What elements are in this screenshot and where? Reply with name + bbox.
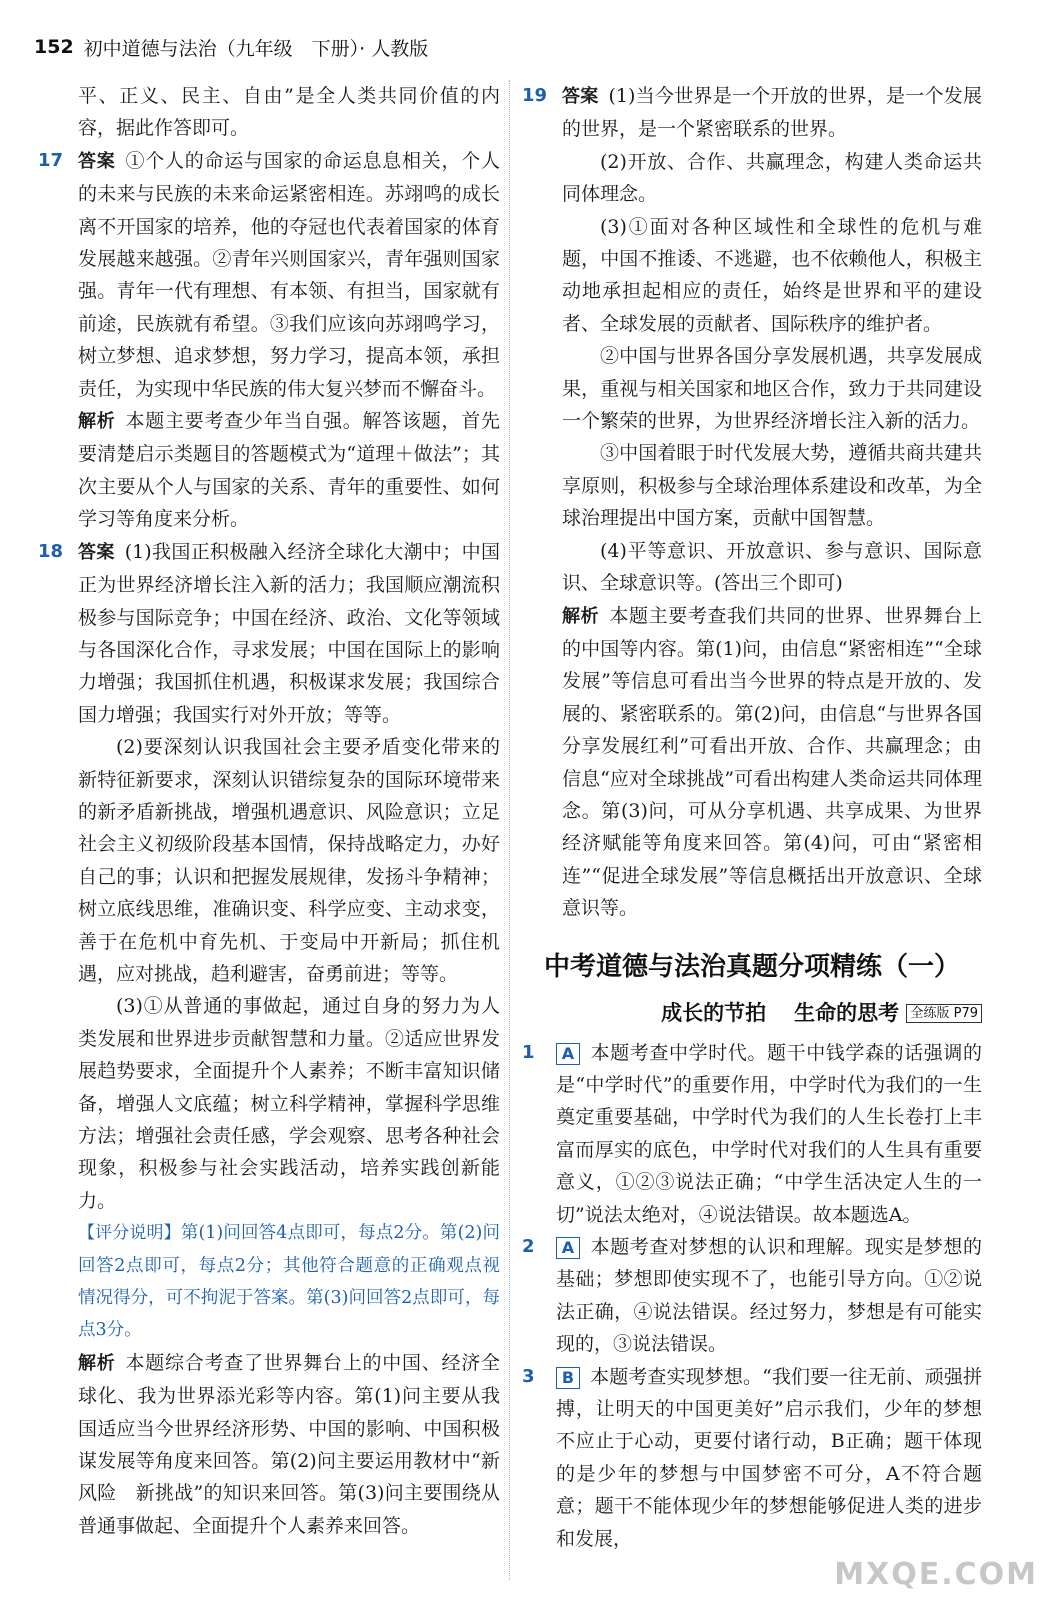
mc-question-3 [522,1361,982,1555]
analysis-18 [38,1347,500,1542]
answer-part-3b: ②中国与世界各国分享发展机遇，共享发展成果，重视与相关国家和地区合作，致力于共同建设一个繁荣的世界，为世界经济增长注入新的活力。 [562,345,982,433]
column-divider [509,80,510,1580]
answer-part-4: (4)平等意识、开放意识、参与意识、国际意识、全球意识等。(答出三个即可) [562,539,982,595]
answer-part-3c: ③中国着眼于时代发展大势，遵循共商共建共享原则，积极参与全球治理体系建设和改革，为全球治理提出中国方案，贡献中国智慧。 [562,442,982,530]
answer-choice-box: B [556,1367,580,1389]
left-column [38,80,500,1542]
continued-text: 平、正义、民主、自由”是全人类共同价值的内容，据此作答即可。 [78,85,500,140]
question-number: 17 [38,149,64,171]
mc-question-1 [522,1037,982,1231]
answer-part-3a: (3)①面对各种区域性和全球性的危机与难题，中国不推诿、不逃避，也不依赖他人，积极主动地承担起相应的责任，始终是世界和平的建设者、全球发展的贡献者、国际秩序的维护者。 [562,215,982,335]
answer-choice-box: A [556,1237,580,1259]
answer-part-2: (2)要深刻认识我国社会主要矛盾变化带来的新特征新要求，深刻认识错综复杂的国际环境带来的新矛盾新挑战，增强机遇意识、风险意识；立足社会主义初级阶段基本国情，保持战略定力，办好自己的事；认识和把握发展规律，发扬斗争精神；树立底线思维，准确识变、科学应变、主动求变，善于在危机中育先机、于变局中开新局；抓住机遇，应对挑战，趋利避害，奋勇前进；等等。 [78,736,500,985]
question-19 [522,80,982,146]
answer-part-2: (2)开放、合作、共赢理念，构建人类命运共同体理念。 [562,150,982,206]
analysis-text: 本题主要考查我们共同的世界、世界舞台上的中国等内容。第(1)问，由信息“紧密相连”“全球发展”等信息可看出当今世界的特点是开放的、发展的、紧密联系的。第(2)问，由信息“与世界各国分享发展红利”可看出开放、合作、共赢理念；由信息“应对全球挑战”可看出构建人类命运共同体理念。第(3)问，可从分享机遇、共享成果、为世界经济赋能等角度来回答。第(4)问，可由“紧密相连”“促进全球发展”等信息概括出开放意识、全球意识等。 [562,604,982,920]
answer-part-1: (1)当今世界是一个开放的世界，是一个发展的世界，是一个紧密联系的世界。 [562,85,983,141]
mc-question-2 [522,1231,982,1361]
question-number: 19 [522,85,548,106]
subtitle-part-a: 成长的节拍 [661,1000,767,1025]
answer-part-1: (1)我国正积极融入经济全球化大潮中；中国正为世界经济增长注入新的活力；我国顺应潮流积极参与国际竞争；中国在经济、政治、文化等领域与各国深化合作，寻求发展；中国在国际上的影响力增强；我国抓住机遇，积极谋求发展；我国综合国力增强；我国实行对外开放；等等。 [78,540,501,726]
watermark-logo: MXQE.COM [834,1557,1038,1592]
book-title: 初中道德与法治（九年级 下册）· 人教版 [83,37,429,60]
scoring-note-text: 第(1)问回答4点即可，每点2分。第(2)问回答2点即可，每点2分；其他符合题意的正确观点视情况得分，可不拘泥于答案。第(3)问回答2点即可，每点3分。 [78,1223,500,1341]
analysis-label: 解析 [78,1352,116,1374]
section-subtitle [522,993,982,1033]
scoring-note-label: 【评分说明】 [78,1223,181,1244]
analysis-label: 解析 [562,605,600,627]
analysis-label: 解析 [78,411,116,433]
right-column [522,80,982,1555]
analysis-text: 本题主要考查少年当自强。解答该题，首先要清楚启示类题目的答题模式为“道理＋做法”；其次主要从个人与国家的关系、青年的重要性、如何学习等角度来分析。 [78,410,500,531]
answer-label: 答案 [78,150,116,172]
question-number: 18 [38,540,64,562]
analysis-text: 本题综合考查了世界舞台上的中国、经济全球化、我为世界添光彩等内容。第(1)问主要从我国适应当今世界经济形势、中国的影响、中国积极谋发展等角度来回答。第(2)问主要运用教材中“新风险 新挑战”的知识来回答。第(3)问主要围绕从普通事做起、全面提升个人素养来回答。 [78,1351,500,1537]
answer-label: 答案 [78,541,115,563]
subtitle-part-b: 生命的思考 [794,1000,900,1025]
answer-choice-box: A [556,1043,580,1065]
explanation-text: 本题考查中学时代。题干中钱学森的话强调的是“中学时代”的重要作用，中学时代为我们的一生奠定重要基础，中学时代为我们的人生长卷打上丰富而厚实的底色，中学时代对我们的人生具有重要意义，①②③说法正确；“中学生活决定人生的一切”说法太绝对，④说法错误。故本题选A。 [556,1041,982,1226]
question-18 [38,536,500,731]
analysis-17 [38,405,500,536]
explanation-text: 本题考查实现梦想。“我们要一往无前、顽强拼搏，让明天的中国更美好”启示我们，少年的梦想不应止于心动，更要付诸行动，B正确；题干体现的是少年的梦想与中国梦密不可分，A不符合题意；题干不能体现少年的梦想能够促进人类的进步和发展， [556,1365,982,1550]
analysis-19 [522,600,982,925]
section-title: 中考道德与法治真题分项精练（一） [543,951,960,982]
question-17 [38,145,500,405]
scoring-note [38,1217,500,1347]
question-number: 2 [522,1236,535,1257]
page-number: 152 [34,36,74,58]
question-number: 1 [522,1041,535,1063]
page-reference-badge: 全练版 P79 [906,1004,982,1023]
question-number: 3 [522,1365,535,1387]
answer-label: 答案 [562,86,599,107]
page-header [34,30,428,64]
answer-text: ①个人的命运与国家的命运息息相关，个人的未来与民族的未来命运紧密相连。苏翊鸣的成长离不开国家的培养，他的夺冠也代表着国家的体育发展越来越强。②青年兴则国家兴，青年强则国家强。青年一代有理想、有本领、有担当，国家就有前途，民族就有希望。③我们应该向苏翊鸣学习，树立梦想、追求梦想，努力学习，提高本领，承担责任，为实现中华民族的伟大复兴梦而不懈奋斗。 [78,149,500,400]
explanation-text: 本题考查对梦想的认识和理解。现实是梦想的基础；梦想即使实现不了，也能引导方向。①②说法正确，④说法错误。经过努力，梦想是有可能实现的，③说法错误。 [556,1236,982,1356]
answer-part-3: (3)①从普通的事做起，通过自身的努力为人类发展和世界进步贡献智慧和力量。②适应世界发展趋势要求，全面提升个人素养；不断丰富知识储备，增强人文底蕴；树立科学精神，掌握科学思维方法；增强社会责任感，学会观察、思考各种社会现象，积极参与社会实践活动，培养实践创新能力。 [78,995,500,1212]
